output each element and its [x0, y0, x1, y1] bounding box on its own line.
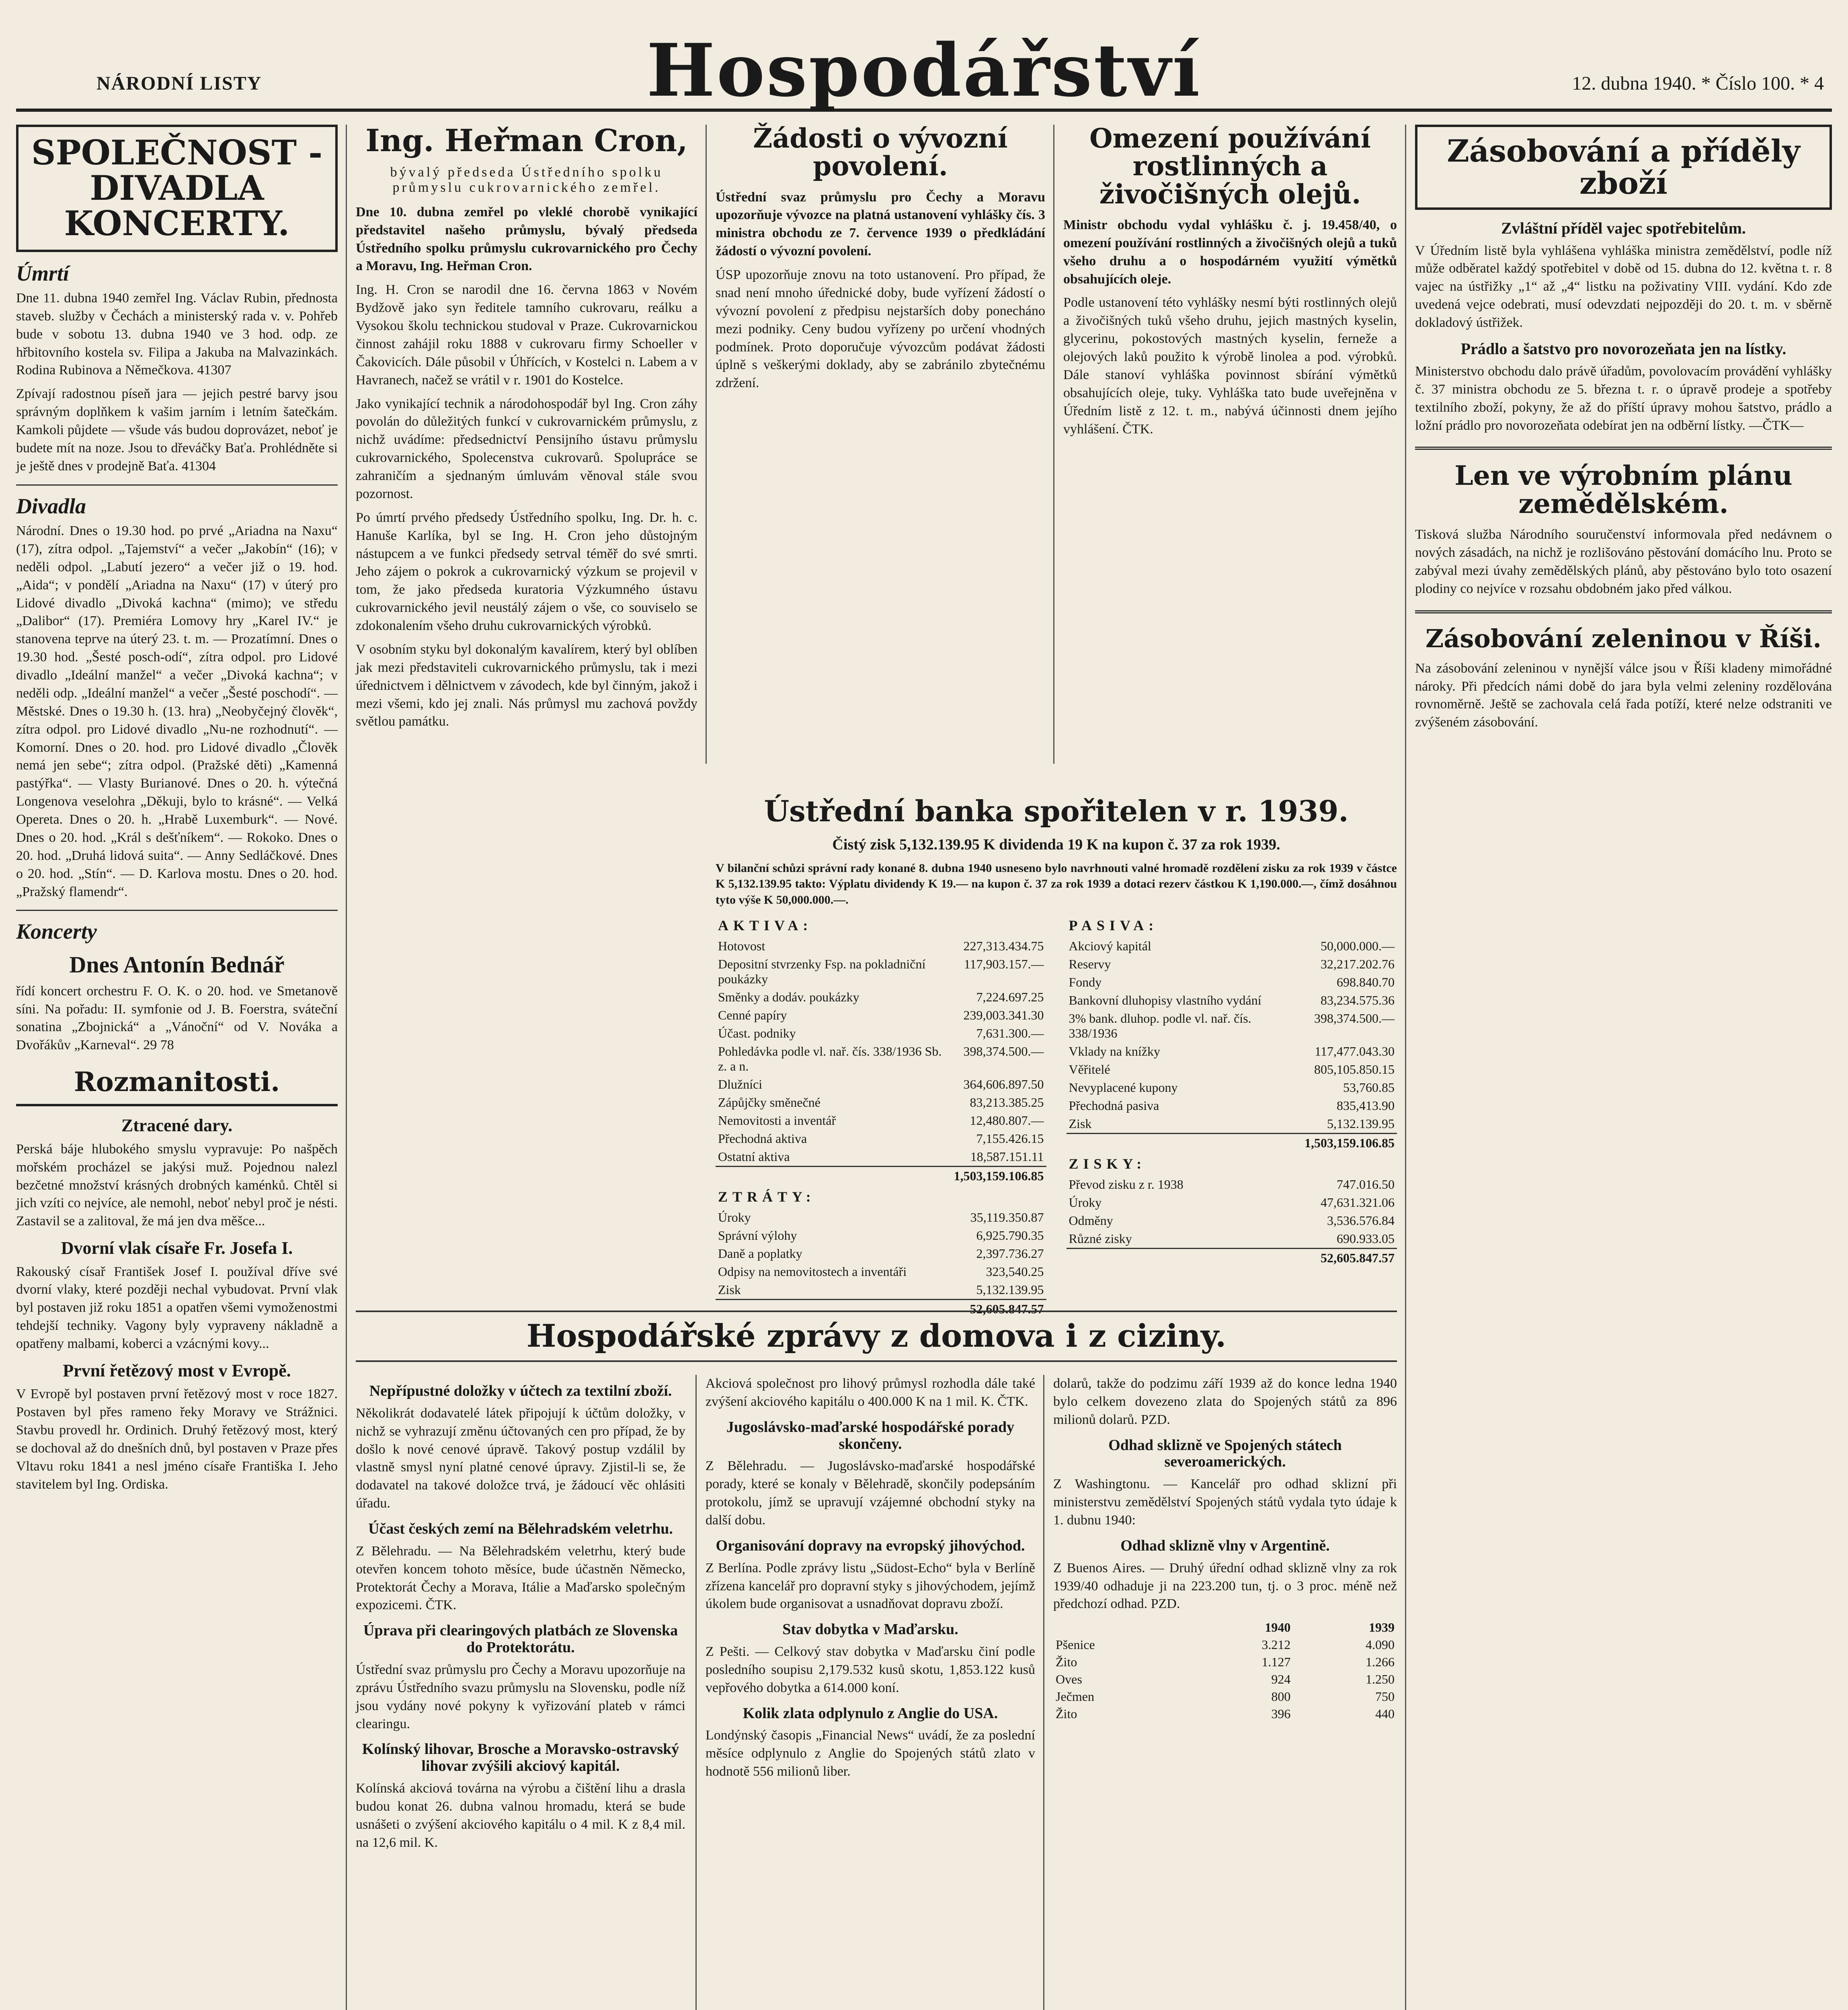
aktiva-table	[716, 914, 1046, 1185]
section-title: Hospodářství	[646, 28, 1202, 113]
news-a4-text: Kolínská akciová továrna na výrobu a čištění lihu a drasla budou konat 26. dubna valnou hromadu, která se bude usnášeti o zvýšení akciového kapitálu o 4 mil. K z 8,4 mil. na 12,6 mil. K.	[356, 1781, 685, 1850]
ztraty-table	[716, 1185, 1046, 1318]
balance-amount: 364,606.897.50	[963, 1077, 1044, 1091]
balance-amount: 35,119.350.87	[970, 1210, 1044, 1224]
concert-heading: Koncerty	[16, 919, 97, 944]
cron-p4: V osobním styku byl dokonalým kavalírem, který byl oblíben jak mezi představiteli cukrovarnického průmyslu, tak i mezi úřednictvem i dělnictvem v závodech, kde byl činným, jakož i mezi všemi, kdo jej znali. Nás průmysl mu zachová povždy světlou památku.	[356, 642, 697, 729]
news-col-a	[356, 1375, 685, 2010]
balance-amount: 698.840.70	[1337, 974, 1395, 989]
column-rule	[706, 125, 707, 764]
concert-subheading: Dnes Antonín Bednář	[69, 951, 285, 978]
bank-statement	[716, 794, 1397, 1316]
balance-amount: 117,903.157.—	[964, 956, 1044, 971]
news-a1-text: Několikrát dodavatelé látek připojují k účtům doložky, v nichž se vyhrazují změnu účtovaných cen pro případ, že by došlo k nové cenové úpravě. Takový postup vzdálil by vlastně smysl nyní platné cenové úpravy. Zjistil-li se, že dodavatel na takové doložce trvá, je žádoucí věc ohlásiti úřadu.	[356, 1405, 685, 1511]
news-b3-heading: Organisování dopravy na evropský jihovýchod.	[716, 1537, 1025, 1554]
flax-text: Tisková služba Národního souručenství informovala před nedávnem o nových zásadách, na nichž je rozlišováno pěstování domácího lnu. Proto se zabýval mezi úvahy zemědělských plánů, aby pěstováno bylo toto osazení plodiny co nejvíce v rozsahu obdobném jako před válkou.	[1415, 527, 1832, 596]
divider	[16, 910, 338, 911]
balance-amount: 32,217.202.76	[1321, 956, 1395, 971]
news-c1-text: dolarů, takže do podzimu září 1939 až do konce ledna 1940 bylo celkem dovezeno zlata do Spojených států za 896 milionů dolarů. PZD.	[1053, 1376, 1397, 1427]
oils-text1: Ministr obchodu vydal vyhlášku č. j. 19.458/40, o omezení používání rostlinných a živočišných olejů a tuků všeho druhu a o hospodárném využití výmětků obsahujících oleje.	[1063, 217, 1397, 287]
misc3-heading: První řetězový most v Evropě.	[63, 1360, 291, 1380]
balance-amount: 398,374.500.—	[1314, 1011, 1395, 1026]
crop-cell: 440	[1375, 1706, 1395, 1721]
balance-item: Ostatní aktiva	[718, 1149, 790, 1164]
vegetables-text: Na zásobování zeleninou v nynější válce jsou v Říši kladeny mimořádné nároky. Při předcích námi době do jara byla velmi zeleniny rozdělována rovnoměrně. Ještě se zachovala celá řada potíží, které nelze odstraniti ve zvýšeném zásobování.	[1415, 660, 1832, 730]
balance-amount: 2,397.736.27	[976, 1246, 1044, 1261]
misc-title: Rozmanitosti.	[74, 1066, 280, 1098]
balance-row	[1067, 1079, 1397, 1097]
bank-right	[1067, 914, 1397, 1318]
balance-row	[716, 1245, 1046, 1263]
balance-total-row	[716, 1166, 1046, 1185]
crop-cell: 924	[1271, 1672, 1291, 1687]
news-c3-heading: Odhad sklizně vlny v Argentině.	[1120, 1537, 1330, 1554]
balance-item: Účast. podniky	[718, 1026, 796, 1040]
society-title-box	[16, 125, 338, 252]
balance-row	[716, 988, 1046, 1006]
balance-amount: 7,224.697.25	[976, 989, 1044, 1004]
crop-cell: 1.250	[1366, 1672, 1395, 1687]
bank-left	[716, 914, 1046, 1318]
cron-p3: Po úmrtí prvého předsedy Ústředního spolku, Ing. Dr. h. c. Hanuše Karlíka, byl se Ing. H. Cron jeho důstojným nástupcem a ve funkci předsedy setrval téměř do své smrti. Jeho zájem o pokrok a cukrovarnický výzkum se projevil v tom, že jako předseda kuratoria Výzkumného ústavu cukrovarnického jevil neustálý zájem o vše, co souviselo se zdokonalením všeho druhu cukrovarnických výrobků.	[356, 510, 697, 634]
eggs-text: V Úředním listě byla vyhlášena vyhláška ministra zemědělství, podle níž může odběratel každý spotřebitel v době od 15. dubna do 12. května t. r. 8 vajec na ústřižky „1“ až „4“ listku na poživatiny VIII. vydání. Kdo zde uvedená vejce odebrati, musí odevzdati nejpozději do 20. t. m. v sběrně dokladový ústřižek.	[1415, 243, 1832, 330]
column-oils	[1063, 125, 1397, 788]
export-text: ÚSP upozorňuje znovu na toto ustanovení. Pro případ, že snad není mnoho úřednické doby, bude vyřízení žádostí o vývozní povolení z předpisu nejstarších doby ponecháno mezi podniky. Ceny budou vyřízeny po určení vhodných podmínek. Proto doporučuje vývozcům podávat žádosti úplně s veškerými doklady, aby se zabránilo zbytečnému zdržení.	[716, 267, 1045, 391]
balance-item: Přechodná aktiva	[718, 1131, 807, 1146]
crop-header-row	[1053, 1619, 1397, 1636]
pasiva-table	[1067, 914, 1397, 1152]
crop-row	[1053, 1705, 1397, 1723]
balance-row	[716, 955, 1046, 988]
balance-row	[716, 1112, 1046, 1130]
crop-row	[1053, 1653, 1397, 1671]
crop-cell: 396	[1271, 1706, 1291, 1721]
divadla-text: Národní. Dnes o 19.30 hod. po prvé „Ariadna na Naxu“ (17), zítra odpol. „Tajemství“ a večer „Jakobín“ (16); v neděli odpol. „Labutí jezero“ a večer již o 19. hod. „Aida“; v pondělí „Ariadna na Naxu“ (17) v úterý pro Lidové divadlo „Divoká kachna“ (mimo); ve středu „Dalibor“ (17). Premiéra Lomovy hry „Karel IV.“ je stanovena teprve na úterý 23. t. m. — Prozatímní. Dnes o 19.30 hod. „Šesté posch-odí“, zítra odpol. pro Lidové divadlo „Ideální manžel“ a večer „Divoká kachna“; v neděli odp. „Ideální manžel“ a večer „Šesté poschodí“. — Městské. Dnes o 19.30 h. (13. hra) „Neobyčejný člověk“, zítra odpol. pro Lidové divadlo „Nu-ne rozhodnutí“. — Komorní. Dnes o 20. hod. pro Lidové divadlo „Člověk nemá jen sebe“; zítra odpol. (Pražské děti) „Kamenná pastýřka“. — Vlasty Burianové. Dnes o 20. h. výtečná Longenova veselohra „Děkuji, bylo to krásné“. — Velká Opereta. Dnes o 20. h. „Hrabě Luxemburk“. — Nové. Dnes o 20. hod. „Král s dešťníkem“. — Rokoko. Dnes o 20. hod. „Druhá lidová suita“. — Anny Sedláčkové. Dnes o 20. hod. „Stín“. — D. Karlova mostu. Dnes o 20. hod. „Pražský flamendr“.	[16, 523, 338, 899]
balance-item: Směnky a dodáv. poukázky	[718, 989, 859, 1004]
column-rule	[1043, 1375, 1044, 2010]
balance-item: Dlužníci	[718, 1077, 763, 1091]
balance-item: Fondy	[1069, 974, 1102, 989]
balance-total-label	[1067, 1133, 1302, 1152]
crop-cell: 800	[1271, 1689, 1291, 1704]
balance-item: Cenné papíry	[718, 1007, 787, 1022]
balance-item: Zápůjčky směnečné	[718, 1095, 820, 1110]
misc2-heading: Dvorní vlak císaře Fr. Josefa I.	[61, 1238, 293, 1258]
balance-total: 52,605.847.57	[1266, 1248, 1397, 1267]
crop-cell: 750	[1375, 1689, 1395, 1704]
balance-amount: 47,631.321.06	[1321, 1195, 1395, 1210]
news-banner: Hospodářské zprávy z domova i z ciziny.	[356, 1311, 1397, 1362]
column-cron	[356, 125, 697, 1302]
balance-row	[716, 1093, 1046, 1112]
misc2-text: Rakouský císař František Josef I. používal dříve své dvorní vlaky, které později nechal vybudovat. První vlak byl postaven již roku 1851 a opatřen všemi vymoženostmi tehdejší techniky. Vagony byly vypraveny nákladně a opatřeny malbami, koberci a vzácnými kovy...	[16, 1264, 338, 1352]
umrti-heading: Úmrtí	[16, 261, 70, 285]
cron-title: Ing. Heřman Cron,	[365, 123, 688, 158]
balance-amount: 805,105.850.15	[1314, 1062, 1395, 1077]
balance-amount: 7,631.300.—	[976, 1026, 1044, 1040]
balance-item: Převod zisku z r. 1938	[1069, 1177, 1183, 1192]
balance-row	[1067, 1060, 1397, 1079]
crop-row	[1053, 1636, 1397, 1653]
balance-row	[716, 1024, 1046, 1042]
bank-title: Ústřední banka spořitelen v r. 1939.	[764, 794, 1349, 828]
news-col-c	[1053, 1375, 1397, 2010]
balance-amount: 239,003.341.30	[963, 1007, 1044, 1022]
oils-title: Omezení používání rostlinných a živočišných olejů.	[1089, 123, 1371, 210]
crop-cell: 1.127	[1261, 1655, 1291, 1670]
balance-item: Reservy	[1069, 956, 1111, 971]
divider	[1415, 610, 1832, 613]
balance-row	[1067, 1212, 1397, 1230]
news-a2-heading: Účast českých zemí na Bělehradském veletrhu.	[368, 1520, 673, 1538]
divider	[16, 484, 338, 486]
balance-item: Přechodná pasiva	[1069, 1098, 1159, 1113]
flax-title: Len ve výrobním plánu zemědělském.	[1454, 460, 1793, 519]
balance-item: Úroky	[1069, 1195, 1102, 1210]
balance-row	[1067, 1230, 1397, 1249]
balance-amount: 7,155.426.15	[976, 1131, 1044, 1146]
crop-cell: 4.090	[1366, 1637, 1395, 1652]
balance-item: Zisk	[718, 1282, 741, 1297]
balance-amount: 50,000.000.—	[1321, 938, 1395, 953]
column-rule	[1405, 125, 1406, 2010]
balance-total-row	[1067, 1133, 1397, 1152]
balance-row	[1067, 973, 1397, 991]
balance-amount: 227,313.434.75	[963, 938, 1044, 953]
balance-row	[716, 1263, 1046, 1281]
pasiva-label: PASIVA:	[1069, 917, 1159, 933]
crop-row	[1053, 1671, 1397, 1688]
news-b4-text: Z Pešti. — Celkový stav dobytka v Maďarsku činí podle posledního soupisu 2,179.532 kusů skotu, 1,853.122 kusů vepřového dobytka a 614.000 koní.	[706, 1644, 1035, 1695]
crop-cell: Pšenice	[1056, 1637, 1095, 1652]
balance-item: Depositní stvrzenky Fsp. na pokladniční poukázky	[718, 956, 926, 986]
vegetables-title: Zásobování zeleninou v Říši.	[1425, 624, 1821, 653]
balance-amount: 398,374.500.—	[963, 1044, 1044, 1058]
aktiva-label: AKTIVA:	[718, 917, 813, 933]
crop-row	[1053, 1688, 1397, 1705]
balance-row	[716, 937, 1046, 955]
balance-item: Správní výlohy	[718, 1228, 797, 1243]
balance-item: Věřitelé	[1069, 1062, 1110, 1077]
export-title: Žádosti o vývozní povolení.	[753, 123, 1008, 182]
news-b5-text: Londýnský časopis „Financial News“ uvádí, že za poslední měsíce odplynulo z Anglie do Spojených států zlato v hodnotě 556 milionů liber.	[706, 1728, 1035, 1779]
balance-item: Daně a poplatky	[718, 1246, 802, 1261]
divadla-heading: Divadla	[16, 494, 86, 518]
balance-amount: 3,536.576.84	[1327, 1213, 1395, 1228]
bank-intro: V bilanční schůzi správní rady konané 8. dubna 1940 usneseno bylo navrhnouti valné hromadě rozdělení zisku za rok 1939 v částce K 5,132.139.95 takto: Výplatu dividendy K 19.— na kupon č. 37 za rok 1939 a dotaci rezerv částkou K 1,190.000.—, čímž dosáhnou tyto výše K 50,000.000.—.	[716, 861, 1397, 907]
newspaper-page	[16, 8, 1832, 2010]
issue-date: 12. dubna 1940. * Číslo 100. * 4	[1572, 73, 1824, 94]
news-a2-text: Z Bělehradu. — Na Bělehradském veletrhu, který bude otevřen koncem tohoto měsíce, bude účastněn Německo, Protektorát Čechy a Morava, Itálie a Maďarsko společným expozicemi. ČTK.	[356, 1543, 685, 1613]
crop-cell: Oves	[1056, 1672, 1082, 1687]
supply-title-box	[1415, 125, 1832, 210]
cron-p1: Ing. H. Cron se narodil dne 16. června 1863 v Novém Bydžově jako syn ředitele tamního cukrovaru, reálku a Vysokou školu technickou studoval v Praze. Cukrovarnickou činnost zahájil roku 1888 v cukrovaru firmy Schoeller v Čakovicích. Dále působil v Úhřících, v Kostelci n. Labem a v Havranech, načež se vrátil v r. 1901 do Kostelce.	[356, 282, 697, 388]
news-c3-text: Z Buenos Aires. — Druhý úřední odhad sklizně vlny za rok 1939/40 odhaduje ji na 223.200 tun, tj. o 3 proc. méně než předchozí odhad. PZD.	[1053, 1560, 1397, 1612]
masthead	[16, 8, 1832, 112]
balance-row	[1067, 1194, 1397, 1212]
balance-item: Odměny	[1069, 1213, 1113, 1228]
crop-cell: Žito	[1056, 1706, 1077, 1721]
eggs-heading: Zvláštní příděl vajec spotřebitelům.	[1501, 219, 1746, 237]
column-rule	[1053, 125, 1054, 764]
balance-amount: 6,925.790.35	[976, 1228, 1044, 1243]
balance-row	[716, 1006, 1046, 1024]
news-a3-heading: Úprava při clearingových platbách ze Slovenska do Protektorátu.	[363, 1622, 678, 1656]
balance-row	[716, 1281, 1046, 1300]
column-export	[716, 125, 1045, 788]
balance-row	[716, 1075, 1046, 1093]
balance-amount: 5,132.139.95	[976, 1282, 1044, 1297]
news-a4-heading: Kolínský lihovar, Brosche a Moravsko-ostravský lihovar zvýšili akciový kapitál.	[362, 1741, 679, 1775]
umrti-text: Dne 11. dubna 1940 zemřel Ing. Václav Rubin, přednosta staveb. služby v Čechách a ministerský rada v. v. Pohřeb bude v sobotu 13. dubna 1940 ve 3 hod. odp. ze hřbitovního kostela sv. Filipa a Jakuba na Malvazinkách. Rodina Rubinova a Němečkova. 41307	[16, 290, 338, 378]
crop-column-header: 1939	[1369, 1620, 1395, 1635]
balance-item: Hotovost	[718, 938, 765, 953]
cron-intro: Dne 10. dubna zemřel po vleklé chorobě vynikající představitel našeho průmyslu, bývalý předseda Ústředního spolku průmyslu cukrovarnického pro Čechy a Moravu, Ing. Heřman Cron.	[356, 204, 697, 274]
balance-item: Nevyplacené kupony	[1069, 1080, 1178, 1095]
balance-amount: 117,477.043.30	[1315, 1044, 1395, 1058]
bata-advert: Zpívají radostnou píseň jara — jejich pestré barvy jsou správným doplňkem k vašim jarním i letním šatečkám. Kamkoli půjdete — všude vás budou doprovázet, neboť je budete mít na noze. Jsou to dřeváčky Baťa. Prohlédněte si je ještě dnes v prodejně Baťa. 41304	[16, 386, 338, 474]
balance-item: Akciový kapitál	[1069, 938, 1151, 953]
balance-row	[1067, 1115, 1397, 1134]
balance-item: Různé zisky	[1069, 1231, 1132, 1246]
balance-total-label	[716, 1166, 952, 1185]
zisky-table	[1067, 1152, 1397, 1267]
crop-column-header	[1053, 1619, 1189, 1636]
crop-cell: Žito	[1056, 1655, 1077, 1670]
balance-row	[1067, 1175, 1397, 1194]
balance-item: Úroky	[718, 1210, 751, 1224]
balance-row	[716, 1208, 1046, 1227]
news-a1-heading: Nepřípustné doložky v účtech za textilní zboží.	[369, 1382, 672, 1399]
balance-amount: 53,760.85	[1343, 1080, 1395, 1095]
column-supply	[1415, 125, 1832, 2010]
balance-total-row	[1067, 1248, 1397, 1267]
misc-title-box	[16, 1060, 338, 1106]
balance-amount: 747.016.50	[1337, 1177, 1395, 1192]
balance-row	[1067, 1097, 1397, 1115]
bank-tables	[716, 914, 1397, 1318]
misc1-heading: Ztracené dary.	[121, 1116, 233, 1136]
divider	[1415, 447, 1832, 450]
balance-amount: 5,132.139.95	[1327, 1116, 1395, 1131]
baby-clothes-heading: Prádlo a šatstvo pro novorozeňata jen na lístky.	[1460, 339, 1786, 358]
baby-clothes-text: Ministerstvo obchodu dalo právě úřadům, povolovacím provádění vyhlášky č. 37 ministra obchodu ze 5. března t. r. o úpravě prodeje a spotřeby textilního zboží, pokyny, že až do příští úpravy mohou šatstvo, prádlo a ložní prádlo pro novorozeňata odebírat jen na odběrní lístky. —ČTK—	[1415, 363, 1832, 433]
paper-name: NÁRODNÍ LISTY	[96, 73, 262, 94]
balance-row	[1067, 991, 1397, 1009]
news-a3-text: Ústřední svaz průmyslu pro Čechy a Moravu upozorňuje na zprávu Ústředního svazu průmyslu na Slovensku, podle níž jsou vydány nové pokyny k vyřizování plateb v rámci clearingu.	[356, 1662, 685, 1731]
balance-row	[716, 1148, 1046, 1167]
balance-item: Bankovní dluhopisy vlastního vydání	[1069, 993, 1261, 1007]
balance-total: 1,503,159.106.85	[1302, 1133, 1397, 1152]
news-col-b	[706, 1375, 1035, 2010]
bank-subtitle: Čistý zisk 5,132.139.95 K dividenda 19 K na kupon č. 37 za rok 1939.	[832, 836, 1280, 853]
supply-title: Zásobování a příděly zboží	[1447, 133, 1800, 201]
export-lead: Ústřední svaz průmyslu pro Čechy a Moravu upozorňuje vývozce na platná ustanovení vyhlášky čís. 3 ministra obchodu ze 7. července 1939 o předkládání žádostí o vývozní povolení.	[716, 189, 1045, 259]
balance-amount: 12,480.807.—	[970, 1113, 1044, 1128]
balance-row	[1067, 937, 1397, 955]
cron-p2: Jako vynikající technik a národohospodář byl Ing. Cron záhy povolán do důležitých funkcí v cukrovarnickém průmyslu, z nichž uvádíme: předsednictví Pensijního ústavu průmyslu cukrovarnického, Spolecenstva cukrovarů. Spolupráce se zahraničím a sjednaným úmluvám věnoval stále svou pozornost.	[356, 396, 697, 501]
balance-item: Nemovitosti a inventář	[718, 1113, 836, 1128]
balance-total: 52,605.847.57	[950, 1299, 1046, 1318]
balance-row	[1067, 1042, 1397, 1060]
column-rule	[346, 125, 347, 2010]
balance-amount: 83,213.385.25	[970, 1095, 1044, 1110]
balance-row	[1067, 955, 1397, 973]
news-b2-heading: Jugoslávsko-maďarské hospodářské porady skončeny.	[726, 1418, 1015, 1452]
crop-column-header: 1940	[1265, 1620, 1291, 1635]
balance-amount: 690.933.05	[1337, 1231, 1395, 1246]
news-b2-text: Z Bělehradu. — Jugoslávsko-maďarské hospodářské porady, které se konaly v Bělehradě, skončily podepsáním protokolu, jímž se upravují vzájemné obchodní styky na další dobu.	[706, 1458, 1035, 1528]
news-c2-text: Z Washingtonu. — Kancelář pro odhad sklizní při ministerstvu zemědělství Spojených států vydala tyto údaje k 1. dubnu 1940:	[1053, 1477, 1397, 1528]
column-society	[16, 125, 338, 2010]
crop-table	[1053, 1619, 1397, 1723]
society-title: SPOLEČNOST - DIVADLA KONCERTY.	[31, 133, 323, 244]
news-b4-heading: Stav dobytka v Maďarsku.	[782, 1621, 958, 1638]
balance-item: Zisk	[1069, 1116, 1092, 1131]
balance-row	[716, 1130, 1046, 1148]
crop-cell: Ječmen	[1056, 1689, 1094, 1704]
oils-text2: Podle ustanovení této vyhlášky nesmí býti rostlinných olejů a živočišných tuků všeho druhu, jejich mastných kyselin, glycerinu, pokostových mastných kyselin, ferneže a olejových laků použito k výrobě linolea a pod. výrobků. Dále stanoví vyhláška povinnost sbírání výmětků obsahujících oleje, tuky. Vyhláška tato bude uveřejněna v Úředním listě z 12. t. m., nabývá účinnosti dnem jejího vyhlášení. ČTK.	[1063, 295, 1397, 437]
zisky-label: ZISKY:	[1069, 1155, 1147, 1172]
balance-row	[716, 1042, 1046, 1075]
balance-item: 3% bank. dluhop. podle vl. nař. čís. 338/1936	[1069, 1011, 1251, 1040]
balance-item: Vklady na knížky	[1069, 1044, 1160, 1058]
misc3-text: V Evropě byl postaven první řetězový most v roce 1827. Postaven byl přes rameno řeky Moravy ve Strážnici. Stavbu provedl hr. Ordinich. Druhý řetězový most, který se dochoval až do dnešních dnů, byl postaven v Praze přes Vltavu roku 1841 a nesl jméno císaře Františka I. Jeho stavitelem byl Ing. Ordiska.	[16, 1386, 338, 1492]
news-b1-text: Akciová společnost pro lihový průmysl rozhodla dále také zvýšení akciového kapitálu o 400.000 K na 1 mil. K. ČTK.	[706, 1376, 1035, 1409]
balance-amount: 83,234.575.36	[1321, 993, 1395, 1007]
cron-lead: bývalý předseda Ústředního spolku průmyslu cukrovarnického zemřel.	[390, 164, 663, 195]
ztraty-label: ZTRÁTY:	[718, 1188, 816, 1205]
balance-row	[716, 1227, 1046, 1245]
balance-row	[1067, 1009, 1397, 1042]
balance-amount: 18,587.151.11	[970, 1149, 1044, 1164]
balance-amount: 835,413.90	[1337, 1098, 1395, 1113]
news-b5-heading: Kolik zlata odplynulo z Anglie do USA.	[742, 1704, 998, 1722]
column-rule	[695, 1375, 697, 2010]
crop-cell: 1.266	[1366, 1655, 1395, 1670]
crop-cell: 3.212	[1261, 1637, 1291, 1652]
balance-item: Pohledávka podle vl. nař. čís. 338/1936 Sb. z. a n.	[718, 1044, 942, 1073]
balance-amount: 323,540.25	[986, 1264, 1044, 1279]
misc1-text: Perská báje hlubokého smyslu vypravuje: Po našpěch mořském procházel se jakýsi muž. Pojednou nalezl bezčetné množství krásných drobných kaménků. Chtěl si jich vzíti co nejvíce, ale nemohl, neboť nebyl proč je nésti. Zastavil se a zalitoval, že má jen dva měšce...	[16, 1141, 338, 1229]
balance-item: Odpisy na nemovitostech a inventáři	[718, 1264, 907, 1279]
news-c2-heading: Odhad sklizně ve Spojených státech severoamerických.	[1108, 1436, 1342, 1471]
news-b3-text: Z Berlína. Podle zprávy listu „Südost-Echo“ byla v Berlíně zřízena kancelář pro dopravní styky s jihovýchodem, jejímž úkolem bude organisovat a usnadňovat dopravu zboží.	[706, 1560, 1035, 1612]
balance-total-label	[1067, 1248, 1266, 1267]
balance-total: 1,503,159.106.85	[952, 1166, 1046, 1185]
concert-text: řídí koncert orchestru F. O. K. o 20. hod. ve Smetanově síni. Na pořadu: II. symfonie od J. B. Foerstra, sváteční sonatina „Zbojnická“ a „Vánoční“ od V. Nováka a Dvořákův „Karneval“. 29 78	[16, 983, 338, 1053]
